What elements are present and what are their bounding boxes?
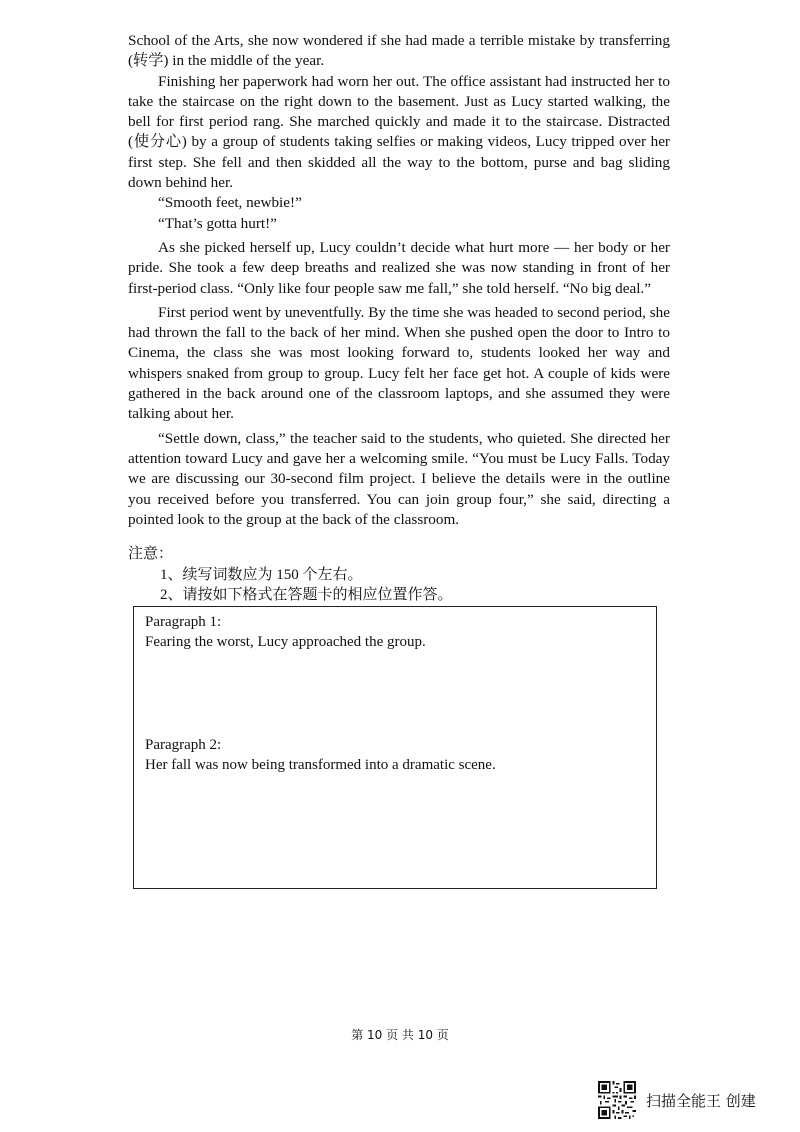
story-text xyxy=(128,31,670,530)
page-number: 第 10 页 共 10 页 xyxy=(351,1028,449,1042)
instruction-item: 2、请按如下格式在答题卡的相应位置作答。 xyxy=(160,587,453,603)
watermark-text: 扫描全能王 创建 xyxy=(646,1091,756,1110)
instruction-item: 1、续写词数应为 150 个左右。 xyxy=(160,566,363,583)
scanner-watermark xyxy=(598,1080,756,1120)
answer-format-box xyxy=(133,606,657,889)
story-paragraph: “Settle down, class,” the teacher said to the students, who quieted. She directed her attention toward Lucy and gave her a welcoming smile. “You must be Lucy Falls. Today we are discussing our 30-second film project. I believe the details were in the outline you received before you transferred. You can join group four,” she said, directing a pointed look to the group at the back of the classroom. xyxy=(128,429,670,528)
qr-code-icon xyxy=(598,1081,636,1119)
story-paragraph: Finishing her paperwork had worn her out. The office assistant had instructed her to take the staircase on the right down to the basement. Just as Lucy started walking, the bell for first period rang. She marched quickly and made it to the staircase. Distracted (使分心) by a group of students taking selfies or making videos, Lucy tripped over her first step. She fell and then skidded all the way to the bottom, purse and bag sliding down behind her. xyxy=(128,72,670,192)
paragraph-1-label: Paragraph 1: xyxy=(145,614,222,630)
story-paragraph: School of the Arts, she now wondered if she had made a terrible mistake by transferring (转学) in the middle of the year. xyxy=(128,32,670,70)
instructions xyxy=(128,544,688,606)
dialogue-line: “That’s gotta hurt!” xyxy=(158,214,277,232)
dialogue-line: “Smooth feet, newbie!” xyxy=(158,194,302,212)
paragraph-2-label: Paragraph 2: xyxy=(145,737,222,753)
paragraph-1-block xyxy=(145,612,426,652)
story-paragraph: As she picked herself up, Lucy couldn’t decide what hurt more — her body or her pride. She took a few deep breaths and realized she was now standing in front of her first-period class. “Only like four people saw me fall,” she told herself. “No big deal.” xyxy=(128,238,670,297)
instructions-heading: 注意： xyxy=(128,546,174,562)
paragraph-2-opening: Her fall was now being transformed into a dramatic scene. xyxy=(145,757,496,773)
paragraph-2-block xyxy=(145,735,496,775)
story-paragraph: First period went by uneventfully. By the time she was headed to second period, she had thrown the fall to the back of her mind. When she pushed open the door to Intro to Cinema, the class she was most looking forward to, students looked her way and whispers snaked from group to group. Lucy felt her face get hot. A couple of kids were gathered in the back around one of the classroom laptops, and she assumed they were talking about her. xyxy=(128,303,670,423)
paragraph-1-opening: Fearing the worst, Lucy approached the group. xyxy=(145,634,426,650)
